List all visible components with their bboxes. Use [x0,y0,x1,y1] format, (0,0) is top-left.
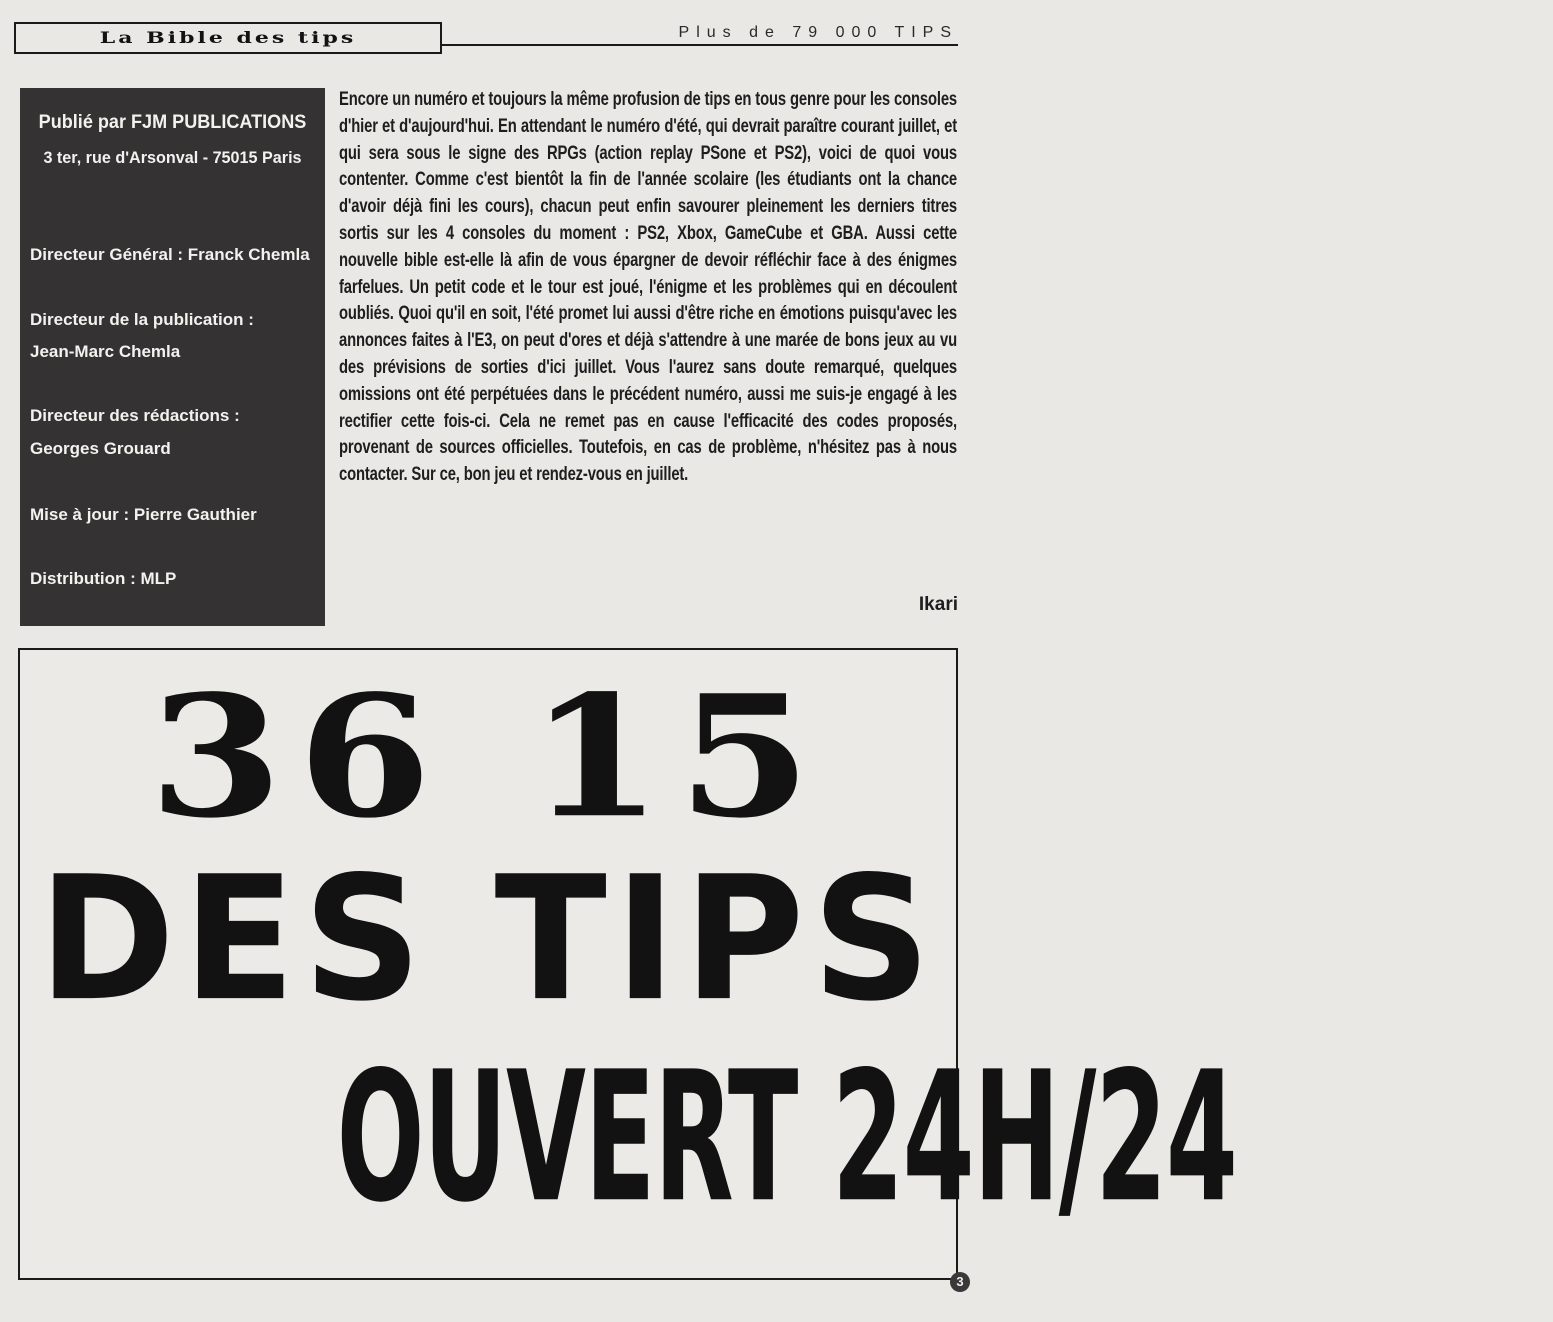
publisher-line: Publié par FJM PUBLICATIONS [38,112,307,133]
header-tagline: Plus de 79 000 TIPS [678,24,958,41]
publication-director-name: Jean-Marc Chemla [30,342,181,361]
editorial-director-name: Georges Grouard [30,439,171,458]
editorial-intro [339,87,958,489]
promo-box [18,648,1237,1280]
editorial-text: Encore un numéro et toujours la même profusion de tips en tous genre pour les consoles d'hier et d'aujourd'hui. En attendant le numéro d'été, qui devrait paraître courant juillet, et qui sera sous le signe des RPGs (action replay PSone et PS2), voici de quoi vous contenter. Comme c'est bientôt la fin de l'année scolaire (les étudiants ont la chance d'avoir déjà fini les cours), chacun peut enfin savourer pleinement les derniers titres sortis sur les 4 consoles du moment : PS2, Xbox, GameCube et GBA. Aussi cette nouvelle bible est-elle là afin de vous épargner de devoir réfléchir face à des énigmes farfelues. Un petit code et le tour est joué, l'énigme et les problèmes qui en découlent oubliés. Quoi qu'il en soit, l'été promet lui aussi d'être riche en émotions puisqu'avec les annonces faites à l'E3, on peut d'ores et déjà s'attendre à une marée de bons jeux au vu des prévisions de sorties d'ici juillet. Vous l'aurez sans doute remarqué, quelques omissions ont été perpétuées dans le précédent numéro, aussi me suis-je engagé à les rectifier cette fois-ci. Cela ne remet pas en cause l'efficacité des codes proposés, provenant de sources officielles. Toutefois, en cas de problème, n'hésitez pas à nous contacter. Sur ce, bon jeu et rendez-vous en juillet. [339,89,958,486]
publication-director-label: Directeur de la publication : [30,310,254,329]
header-rule [442,44,958,46]
promo-number: 36 15 [149,658,827,855]
editorial-director-label: Directeur des rédactions : [30,406,240,425]
promo-service-name: DES TIPS [38,839,938,1039]
address-line: 3 ter, rue d'Arsonval - 75015 Paris [43,148,302,167]
page-number-badge: 3 [950,1272,970,1292]
promo-hours: OUVERT 24H/24 [336,1032,1237,1243]
distribution-line: Distribution : MLP [30,569,177,588]
editorial-signature: Ikari [918,594,958,615]
magazine-title-box [14,22,442,54]
promo-line-1 [20,658,956,855]
magazine-title: La Bible des tips [99,28,357,48]
credits-sidebar [20,88,325,626]
update-line: Mise à jour : Pierre Gauthier [30,505,257,524]
promo-line-2 [20,839,956,1039]
director-general-line: Directeur Général : Franck Chemla [30,245,310,264]
promo-line-3 [20,1032,1237,1243]
